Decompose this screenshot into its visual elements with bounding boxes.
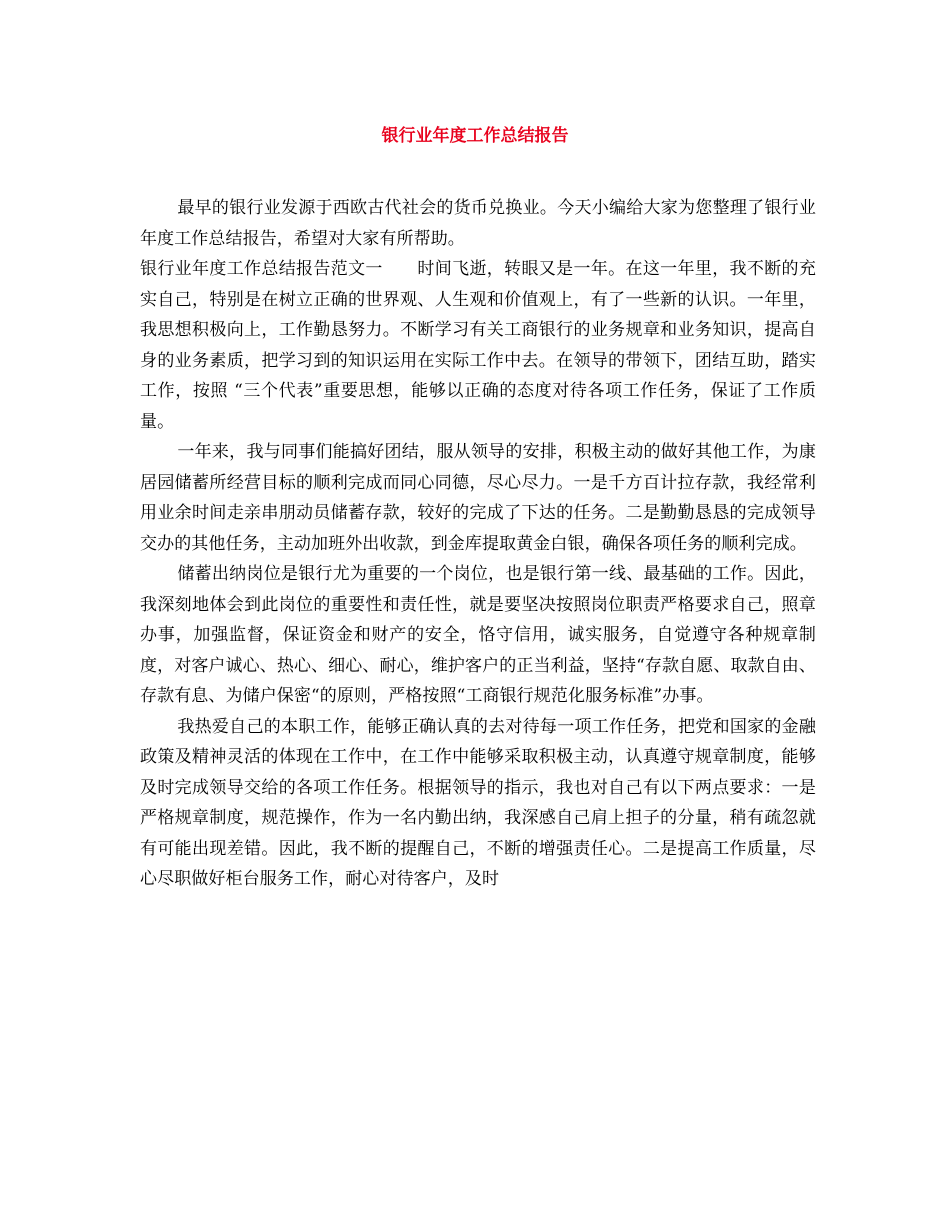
paragraph-teller-duty: 储蓄出纳岗位是银行尤为重要的一个岗位，也是银行第一线、最基础的工作。因此，我深刻地体会到此岗位的重要性和责任性，就是要坚决按照岗位职责严格要求自己，照章办事，加强监督，保证资金和财产的安全，恪守信用，诚实服务，自觉遵守各种规章制度，对客户诚心、热心、细心、耐心，维护客户的正当利益，坚持“存款自愿、取款自由、存款有息、为储户保密“的原则，严格按照“工商银行规范化服务标准”办事。 bbox=[140, 564, 816, 706]
paragraph-intro: 最早的银行业发源于西欧古代社会的货币兑换业。今天小编给大家为您整理了银行业年度工作总结报告，希望对大家有所帮助。 bbox=[140, 198, 816, 249]
document-body bbox=[140, 193, 816, 895]
paragraph-work-attitude: 我热爱自己的本职工作，能够正确认真的去对待每一项工作任务，把党和国家的金融政策及精神灵活的体现在工作中，在工作中能够采取积极主动，认真遵守规章制度，能够及时完成领导交给的各项工作任务。根据领导的指示，我也对自己有以下两点要求：一是严格规章制度，规范操作，作为一名内勤出纳，我深感自己肩上担子的分量，稍有疏忽就有可能出现差错。因此，我不断的提醒自己，不断的增强责任心。二是提高工作质量，尽心尽职做好柜台服务工作，耐心对待客户，及时 bbox=[140, 716, 816, 889]
document-title: 银行业年度工作总结报告 bbox=[381, 126, 569, 146]
paragraph-teamwork: 一年来，我与同事们能搞好团结，服从领导的安排，积极主动的做好其他工作，为康居园储蓄所经营目标的顺利完成而同心同德，尽心尽力。一是千方百计拉存款，我经常利用业余时间走亲串朋动员储蓄存款，较好的完成了下达的任务。二是勤勤恳恳的完成领导交办的其他任务，主动加班外出收款，到金库提取黄金白银，确保各项任务的顺利完成。 bbox=[140, 442, 816, 554]
paragraph-sample-one: 银行业年度工作总结报告范文一 时间飞逝，转眼又是一年。在这一年里，我不断的充实自己，特别是在树立正确的世界观、人生观和价值观上，有了一些新的认识。一年里，我思想积极向上，工作勤恳努力。不断学习有关工商银行的业务规章和业务知识，提高自身的业务素质，把学习到的知识运用在实际工作中去。在领导的带领下，团结互助，踏实工作，按照 “三个代表”重要思想，能够以正确的态度对待各项工作任务，保证了工作质量。 bbox=[140, 259, 816, 432]
